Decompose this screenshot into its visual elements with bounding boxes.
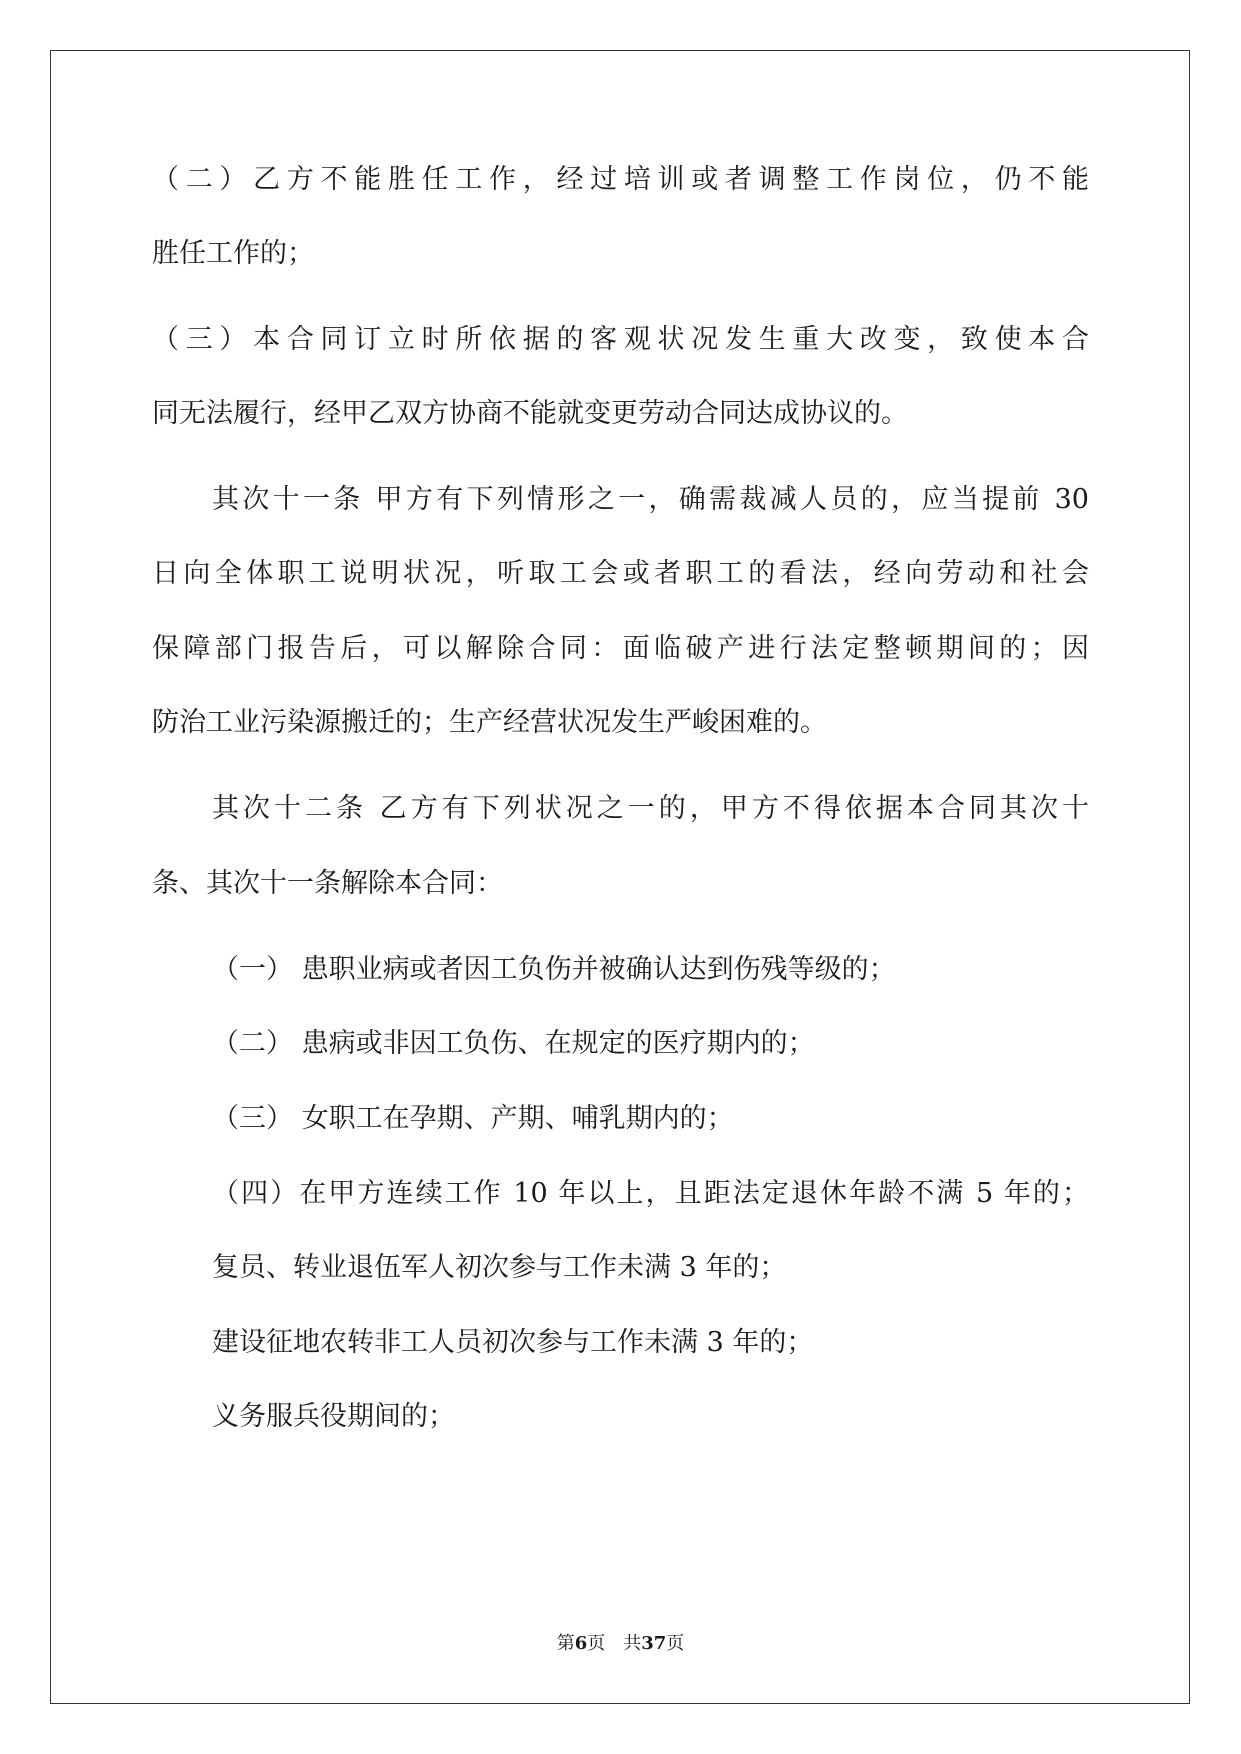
- text-line: 条、其次十一条解除本合同：: [152, 868, 503, 899]
- text-line: 义务服兵役期间的；: [212, 1401, 455, 1432]
- current-page-number: 6: [574, 1633, 588, 1654]
- footer-total-suffix: 页: [666, 1633, 685, 1654]
- text-line: 日向全体职工说明状况，听取工会或者职工的看法，经向劳动和社会: [152, 558, 1089, 589]
- text-line: 复员、转业退伍军人初次参与工作未满 3 年的；: [212, 1252, 787, 1283]
- text-line: （四）在甲方连续工作 10 年以上，且距法定退休年龄不满 5 年的；: [212, 1178, 1089, 1209]
- text-line: （二）乙方不能胜任工作，经过培训或者调整工作岗位，仍不能: [152, 164, 1089, 195]
- text-line: （一） 患职业病或者因工负伤并被确认达到伤残等级的；: [212, 954, 896, 985]
- text-line: 其次十二条 乙方有下列状况之一的，甲方不得依据本合同其次十: [212, 793, 1089, 824]
- text-line: （三）本合同订立时所依据的客观状况发生重大改变，致使本合: [152, 324, 1089, 355]
- text-line: 同无法履行，经甲乙双方协商不能就变更劳动合同达成协议的。: [152, 398, 908, 429]
- text-line: （三） 女职工在孕期、产期、哺乳期内的；: [212, 1103, 734, 1134]
- text-line: 建设征地农转非工人员初次参与工作未满 3 年的；: [212, 1327, 814, 1358]
- text-line: 防治工业污染源搬迁的；生产经营状况发生严峻困难的。: [152, 707, 827, 738]
- footer-page-suffix: 页: [587, 1633, 606, 1654]
- footer-prefix: 第: [556, 1633, 575, 1654]
- page-footer: [0, 1632, 1241, 1656]
- total-page-count: 37: [641, 1633, 667, 1654]
- text-line: 其次十一条 甲方有下列情形之一，确需裁减人员的，应当提前 30: [212, 484, 1089, 515]
- text-line: 胜任工作的；: [152, 238, 314, 269]
- text-line: 保障部门报告后，可以解除合同：面临破产进行法定整顿期间的；因: [152, 633, 1089, 664]
- footer-total-prefix: 共: [623, 1633, 642, 1654]
- text-line: （二） 患病或非因工负伤、在规定的医疗期内的；: [212, 1028, 815, 1059]
